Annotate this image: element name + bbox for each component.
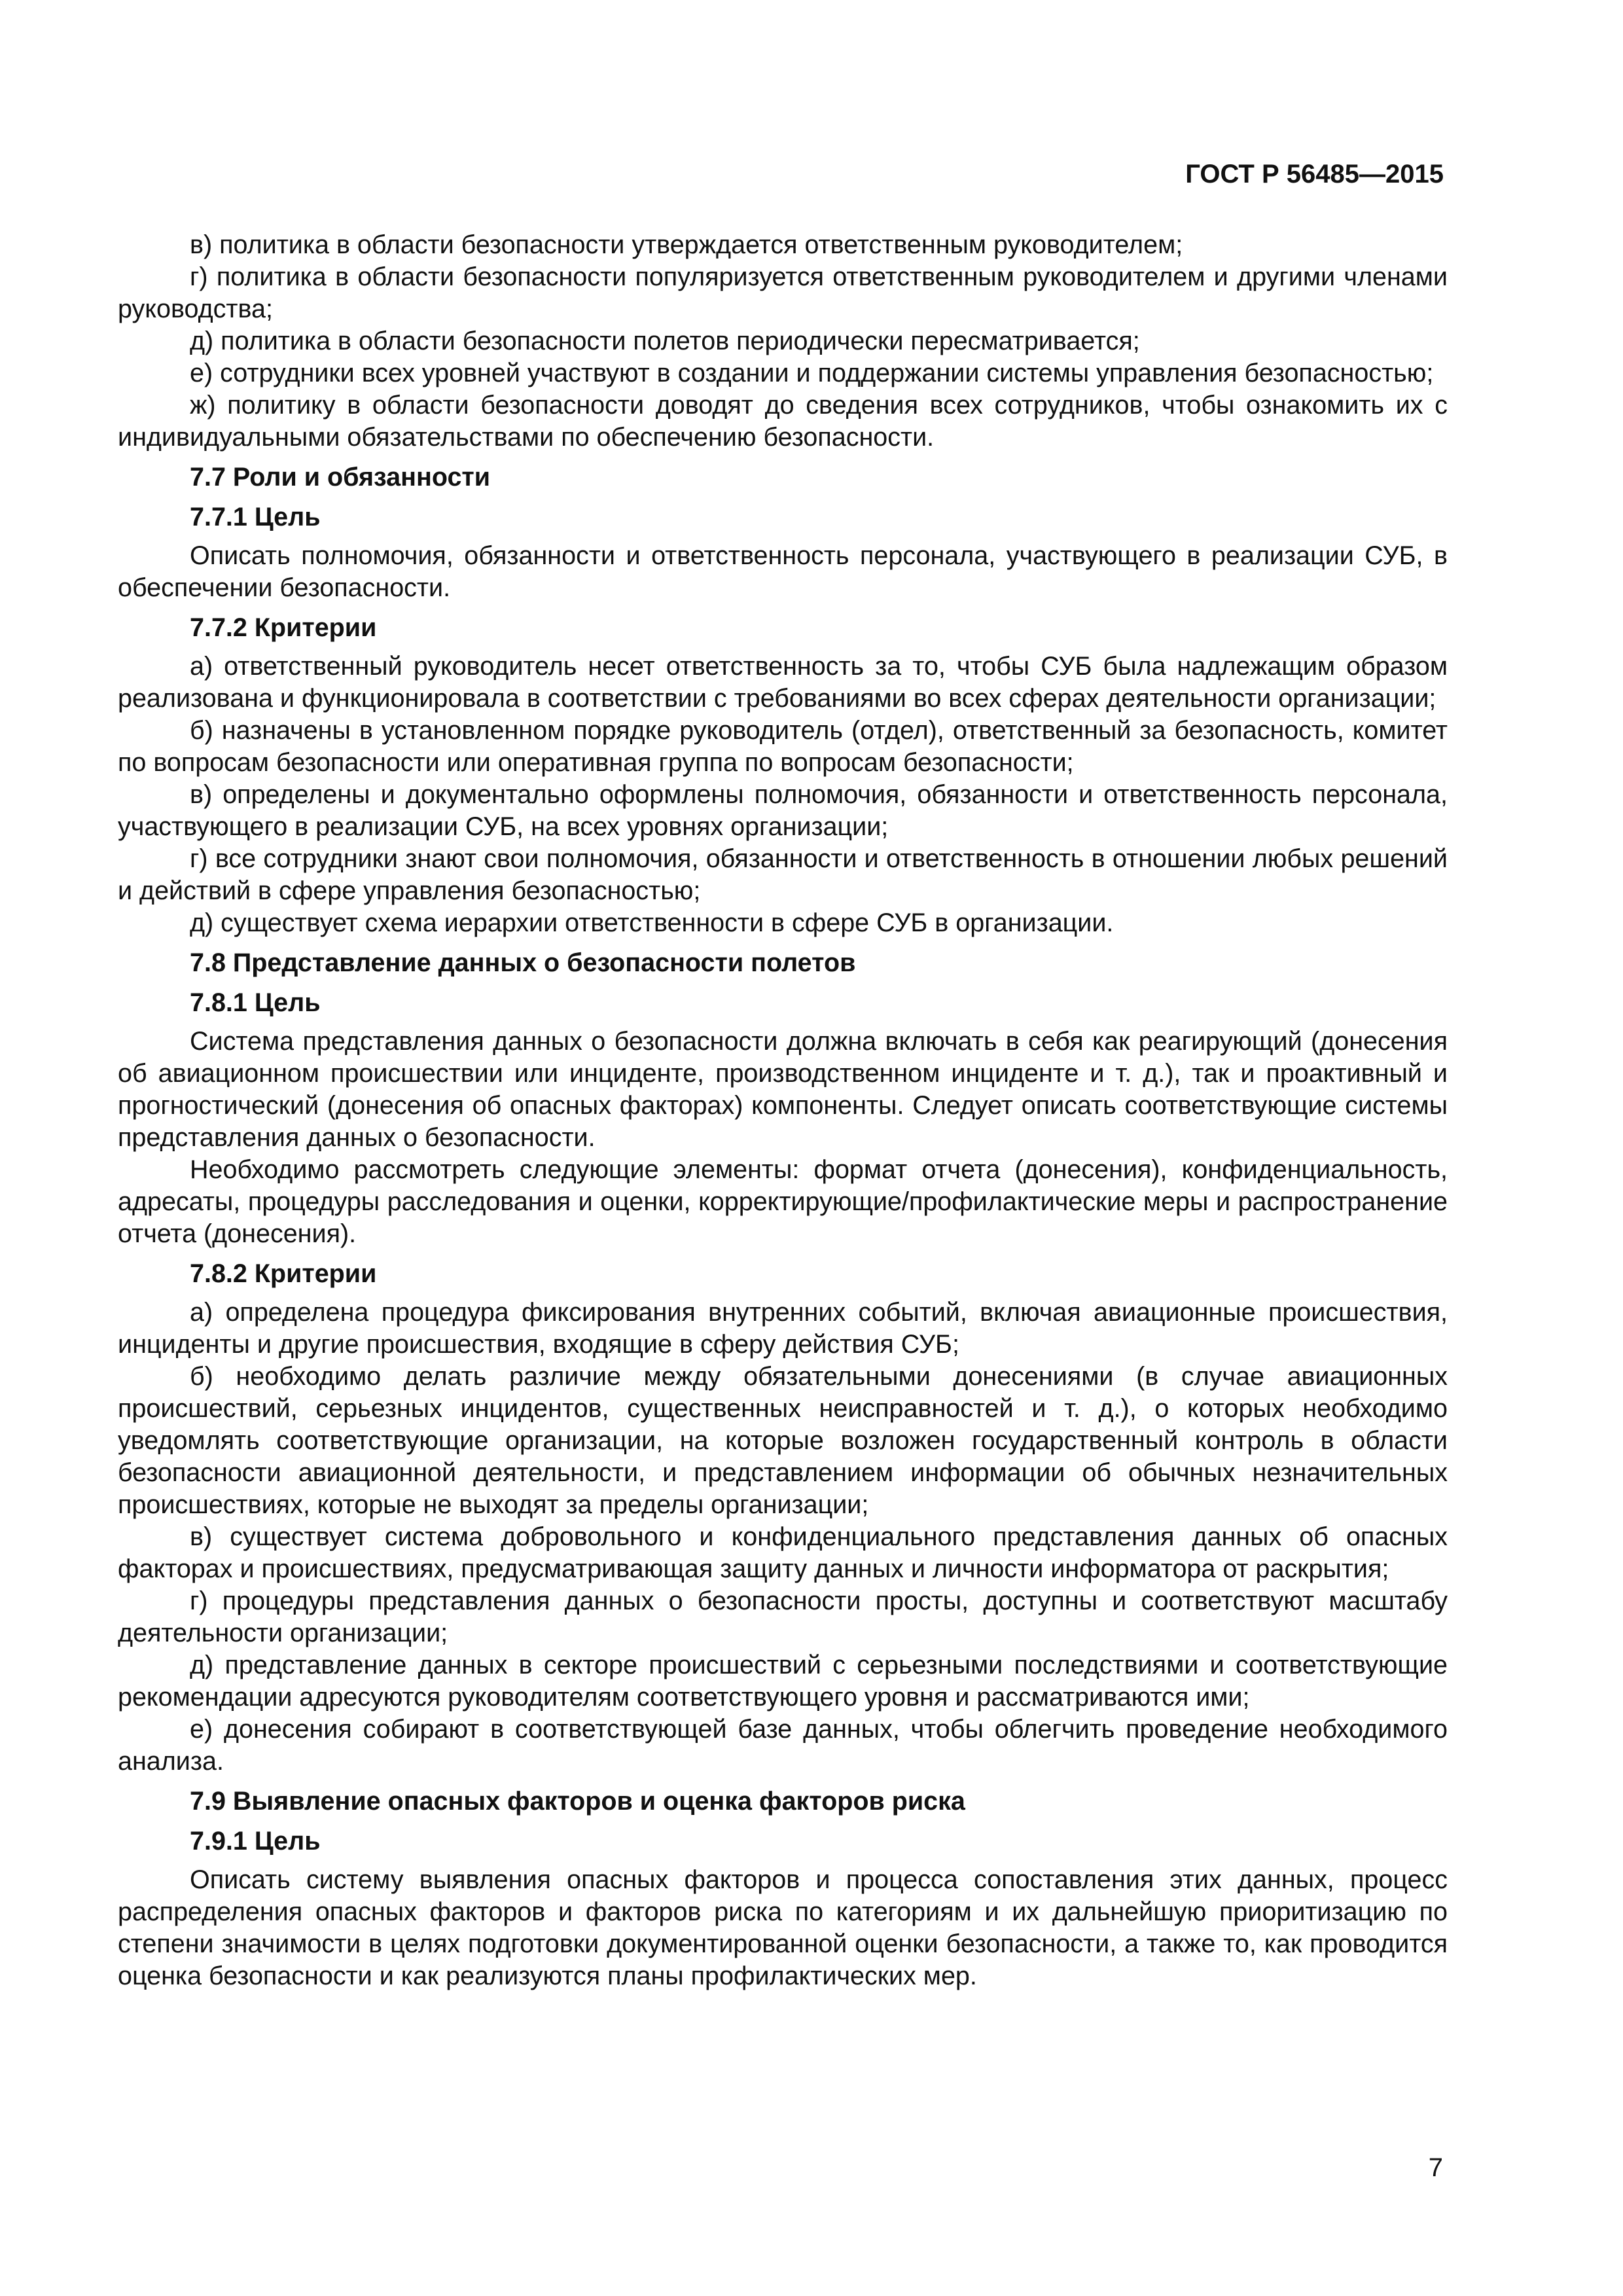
list-item: а) ответственный руководитель несет ответственность за то, чтобы СУБ была надлежащим образом реализована и функционировала в соответствии с требованиями во всех сферах деятельности организации; <box>118 652 1448 713</box>
list-item: г) политика в области безопасности популяризуется ответственным руководителем и другими членами руководства; <box>118 262 1448 323</box>
list-item: д) представление данных в секторе происшествий с серьезными последствиями и соответствующие рекомендации адресуются руководителям соответствующего уровня и рассматриваются ими; <box>118 1651 1448 1712</box>
subsection-heading: 7.7.2 Критерии <box>190 613 377 642</box>
document-id: ГОСТ Р 56485—2015 <box>1185 160 1444 188</box>
paragraph: Система представления данных о безопасности должна включать в себя как реагирующий (донесения об авиационном происшествии или инциденте, производственном инциденте и т. д.), так и проактивный и прогностический (донесения об опасных факторах) компоненты. Следует описать соответствующие системы представления данных о безопасности. <box>118 1027 1448 1152</box>
list-item: б) назначены в установленном порядке руководитель (отдел), ответственный за безопасность, комитет по вопросам безопасности или оперативная группа по вопросам безопасности; <box>118 716 1448 777</box>
list-item: г) все сотрудники знают свои полномочия, обязанности и ответственность в отношении любых решений и действий в сфере управления безопасностью; <box>118 844 1448 905</box>
list-item: в) определены и документально оформлены полномочия, обязанности и ответственность персонала, участвующего в реализации СУБ, на всех уровнях организации; <box>118 780 1448 841</box>
section-heading: 7.8 Представление данных о безопасности полетов <box>190 948 856 977</box>
paragraph: Описать полномочия, обязанности и ответственность персонала, участвующего в реализации СУБ, в обеспечении безопасности. <box>118 541 1448 602</box>
list-item: е) сотрудники всех уровней участвуют в создании и поддержании системы управления безопасностью; <box>190 359 1434 387</box>
list-item: д) существует схема иерархии ответственности в сфере СУБ в организации. <box>190 908 1114 937</box>
subsection-heading: 7.9.1 Цель <box>190 1827 321 1856</box>
list-item: г) процедуры представления данных о безопасности просты, доступны и соответствуют масштабу деятельности организации; <box>118 1587 1448 1647</box>
list-item: б) необходимо делать различие между обязательными донесениями (в случае авиационных происшествий, серьезных инцидентов, существенных неисправностей и т. д.), о которых необходимо уведомлять соответствующие организации, на которые возложен государственный контроль в области безопасности авиационной деятельности, и представлением информации об обычных незначительных происшествиях, которые не выходят за пределы организации; <box>118 1362 1448 1519</box>
paragraph: Описать систему выявления опасных факторов и процесса сопоставления этих данных, процесс распределения опасных факторов и факторов риска по категориям и их дальнейшую приоритизацию по степени значимости в целях подготовки документированной оценки безопасности, а также то, как проводится оценка безопасности и как реализуются планы профилактических мер. <box>118 1865 1448 1990</box>
list-item: в) политика в области безопасности утверждается ответственным руководителем; <box>190 230 1183 259</box>
list-item: е) донесения собирают в соответствующей базе данных, чтобы облегчить проведение необходимого анализа. <box>118 1715 1448 1776</box>
page-number: 7 <box>1428 2153 1443 2182</box>
subsection-heading: 7.7.1 Цель <box>190 503 321 531</box>
section-heading: 7.7 Роли и обязанности <box>190 463 491 492</box>
list-item: а) определена процедура фиксирования внутренних событий, включая авиационные происшествия, инциденты и другие происшествия, входящие в сферу действия СУБ; <box>118 1298 1448 1359</box>
subsection-heading: 7.8.1 Цель <box>190 988 321 1017</box>
paragraph: Необходимо рассмотреть следующие элементы: формат отчета (донесения), конфиденциальность, адресаты, процедуры расследования и оценки, корректирующие/профилактические меры и распространение отчета (донесения). <box>118 1155 1448 1248</box>
list-item: в) существует система добровольного и конфиденциального представления данных об опасных факторах и происшествиях, предусматривающая защиту данных и личности информатора от раскрытия; <box>118 1522 1448 1583</box>
subsection-heading: 7.8.2 Критерии <box>190 1259 377 1288</box>
section-heading: 7.9 Выявление опасных факторов и оценка факторов риска <box>190 1787 965 1816</box>
document-body <box>118 229 1448 1992</box>
list-item: д) политика в области безопасности полетов периодически пересматривается; <box>190 327 1140 355</box>
list-item: ж) политику в области безопасности доводят до сведения всех сотрудников, чтобы ознакомить их с индивидуальными обязательствами по обеспечению безопасности. <box>118 391 1448 452</box>
